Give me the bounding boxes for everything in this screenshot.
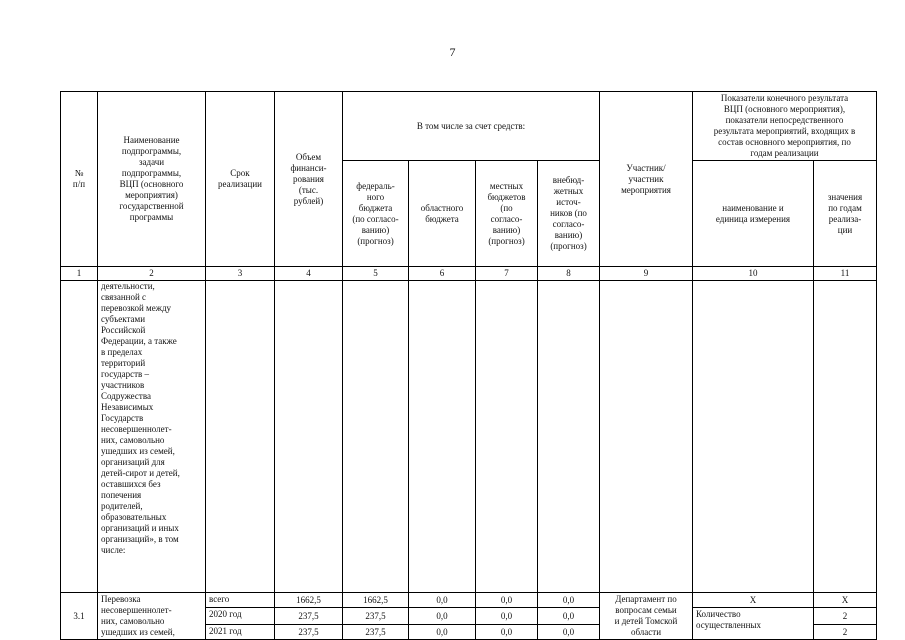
empty-cell <box>600 281 693 593</box>
item-local: 0,0 <box>476 625 538 640</box>
item-volume: 1662,5 <box>275 593 343 608</box>
header-regional: областного бюджета <box>409 161 476 267</box>
item-extra: 0,0 <box>538 625 600 640</box>
column-number-row <box>61 267 877 281</box>
item-number: 3.1 <box>61 593 98 640</box>
empty-cell <box>476 281 538 593</box>
header-volume: Объем финанси- рования (тыс. рублей) <box>275 92 343 267</box>
header-federal: федераль- ного бюджета (по согласо- ванию) (прогноз) <box>343 161 409 267</box>
empty-cell <box>61 281 98 593</box>
item-value: 2 <box>814 625 877 640</box>
empty-cell <box>206 281 275 593</box>
item-term: 2020 год <box>206 608 275 625</box>
item-row-total <box>61 593 877 608</box>
item-extra: 0,0 <box>538 608 600 625</box>
column-number: 7 <box>476 267 538 281</box>
empty-cell <box>693 281 814 593</box>
continuation-text: деятельности, связанной с перевозкой между субъектами Российской Федерации, а также в пределах территорий государств – участников Содружества Независимых Государств несовершеннолет- них, самовольно ушедших из семей, организаций для детей-сирот и детей, оставшихся без попечения родителей, образовательных организаций и иных организаций», в том числе: <box>98 281 206 593</box>
continuation-row <box>61 281 877 593</box>
item-indicator-name: Количество осуществленных <box>693 608 814 640</box>
item-local: 0,0 <box>476 593 538 608</box>
item-value: 2 <box>814 608 877 625</box>
empty-cell <box>538 281 600 593</box>
item-term: 2021 год <box>206 625 275 640</box>
empty-cell <box>275 281 343 593</box>
item-value: Х <box>814 593 877 608</box>
column-number: 8 <box>538 267 600 281</box>
header-num: № п/п <box>61 92 98 267</box>
empty-cell <box>814 281 877 593</box>
column-number: 4 <box>275 267 343 281</box>
item-indicator: Х <box>693 593 814 608</box>
header-term: Срок реализации <box>206 92 275 267</box>
header-indicator-name: наименование и единица измерения <box>693 161 814 267</box>
header-indicator-values: значения по годам реализа- ции <box>814 161 877 267</box>
column-number: 10 <box>693 267 814 281</box>
column-number: 3 <box>206 267 275 281</box>
item-term: всего <box>206 593 275 608</box>
item-federal: 237,5 <box>343 625 409 640</box>
item-regional: 0,0 <box>409 593 476 608</box>
header-sources-group: В том числе за счет средств: <box>343 92 600 161</box>
item-local: 0,0 <box>476 608 538 625</box>
item-regional: 0,0 <box>409 625 476 640</box>
header-name: Наименование подпрограммы, задачи подпрограммы, ВЦП (основного мероприятия) государственной программы <box>98 92 206 267</box>
empty-cell <box>343 281 409 593</box>
column-number: 5 <box>343 267 409 281</box>
header-indicators-group: Показатели конечного результата ВЦП (основного мероприятия), показатели непосредственного результата мероприятий, входящих в состав основного мероприятия, по годам реализации <box>693 92 877 161</box>
empty-cell <box>409 281 476 593</box>
column-number: 9 <box>600 267 693 281</box>
item-federal: 1662,5 <box>343 593 409 608</box>
item-regional: 0,0 <box>409 608 476 625</box>
item-name: Перевозка несовершеннолет- них, самовольно ушедших из семей, <box>98 593 206 640</box>
item-extra: 0,0 <box>538 593 600 608</box>
item-volume: 237,5 <box>275 625 343 640</box>
column-number: 11 <box>814 267 877 281</box>
page-number: 7 <box>449 45 456 59</box>
column-number: 6 <box>409 267 476 281</box>
header-extra: внебюд- жетных источ- ников (по согласо- ванию) (прогноз) <box>538 161 600 267</box>
item-participant: Департамент по вопросам семьи и детей Томской области <box>600 593 693 640</box>
header-local: местных бюджетов (по согласо- ванию) (прогноз) <box>476 161 538 267</box>
program-table <box>60 91 877 640</box>
column-number: 2 <box>98 267 206 281</box>
item-federal: 237,5 <box>343 608 409 625</box>
column-number: 1 <box>61 267 98 281</box>
header-participant: Участник/ участник мероприятия <box>600 92 693 267</box>
item-volume: 237,5 <box>275 608 343 625</box>
